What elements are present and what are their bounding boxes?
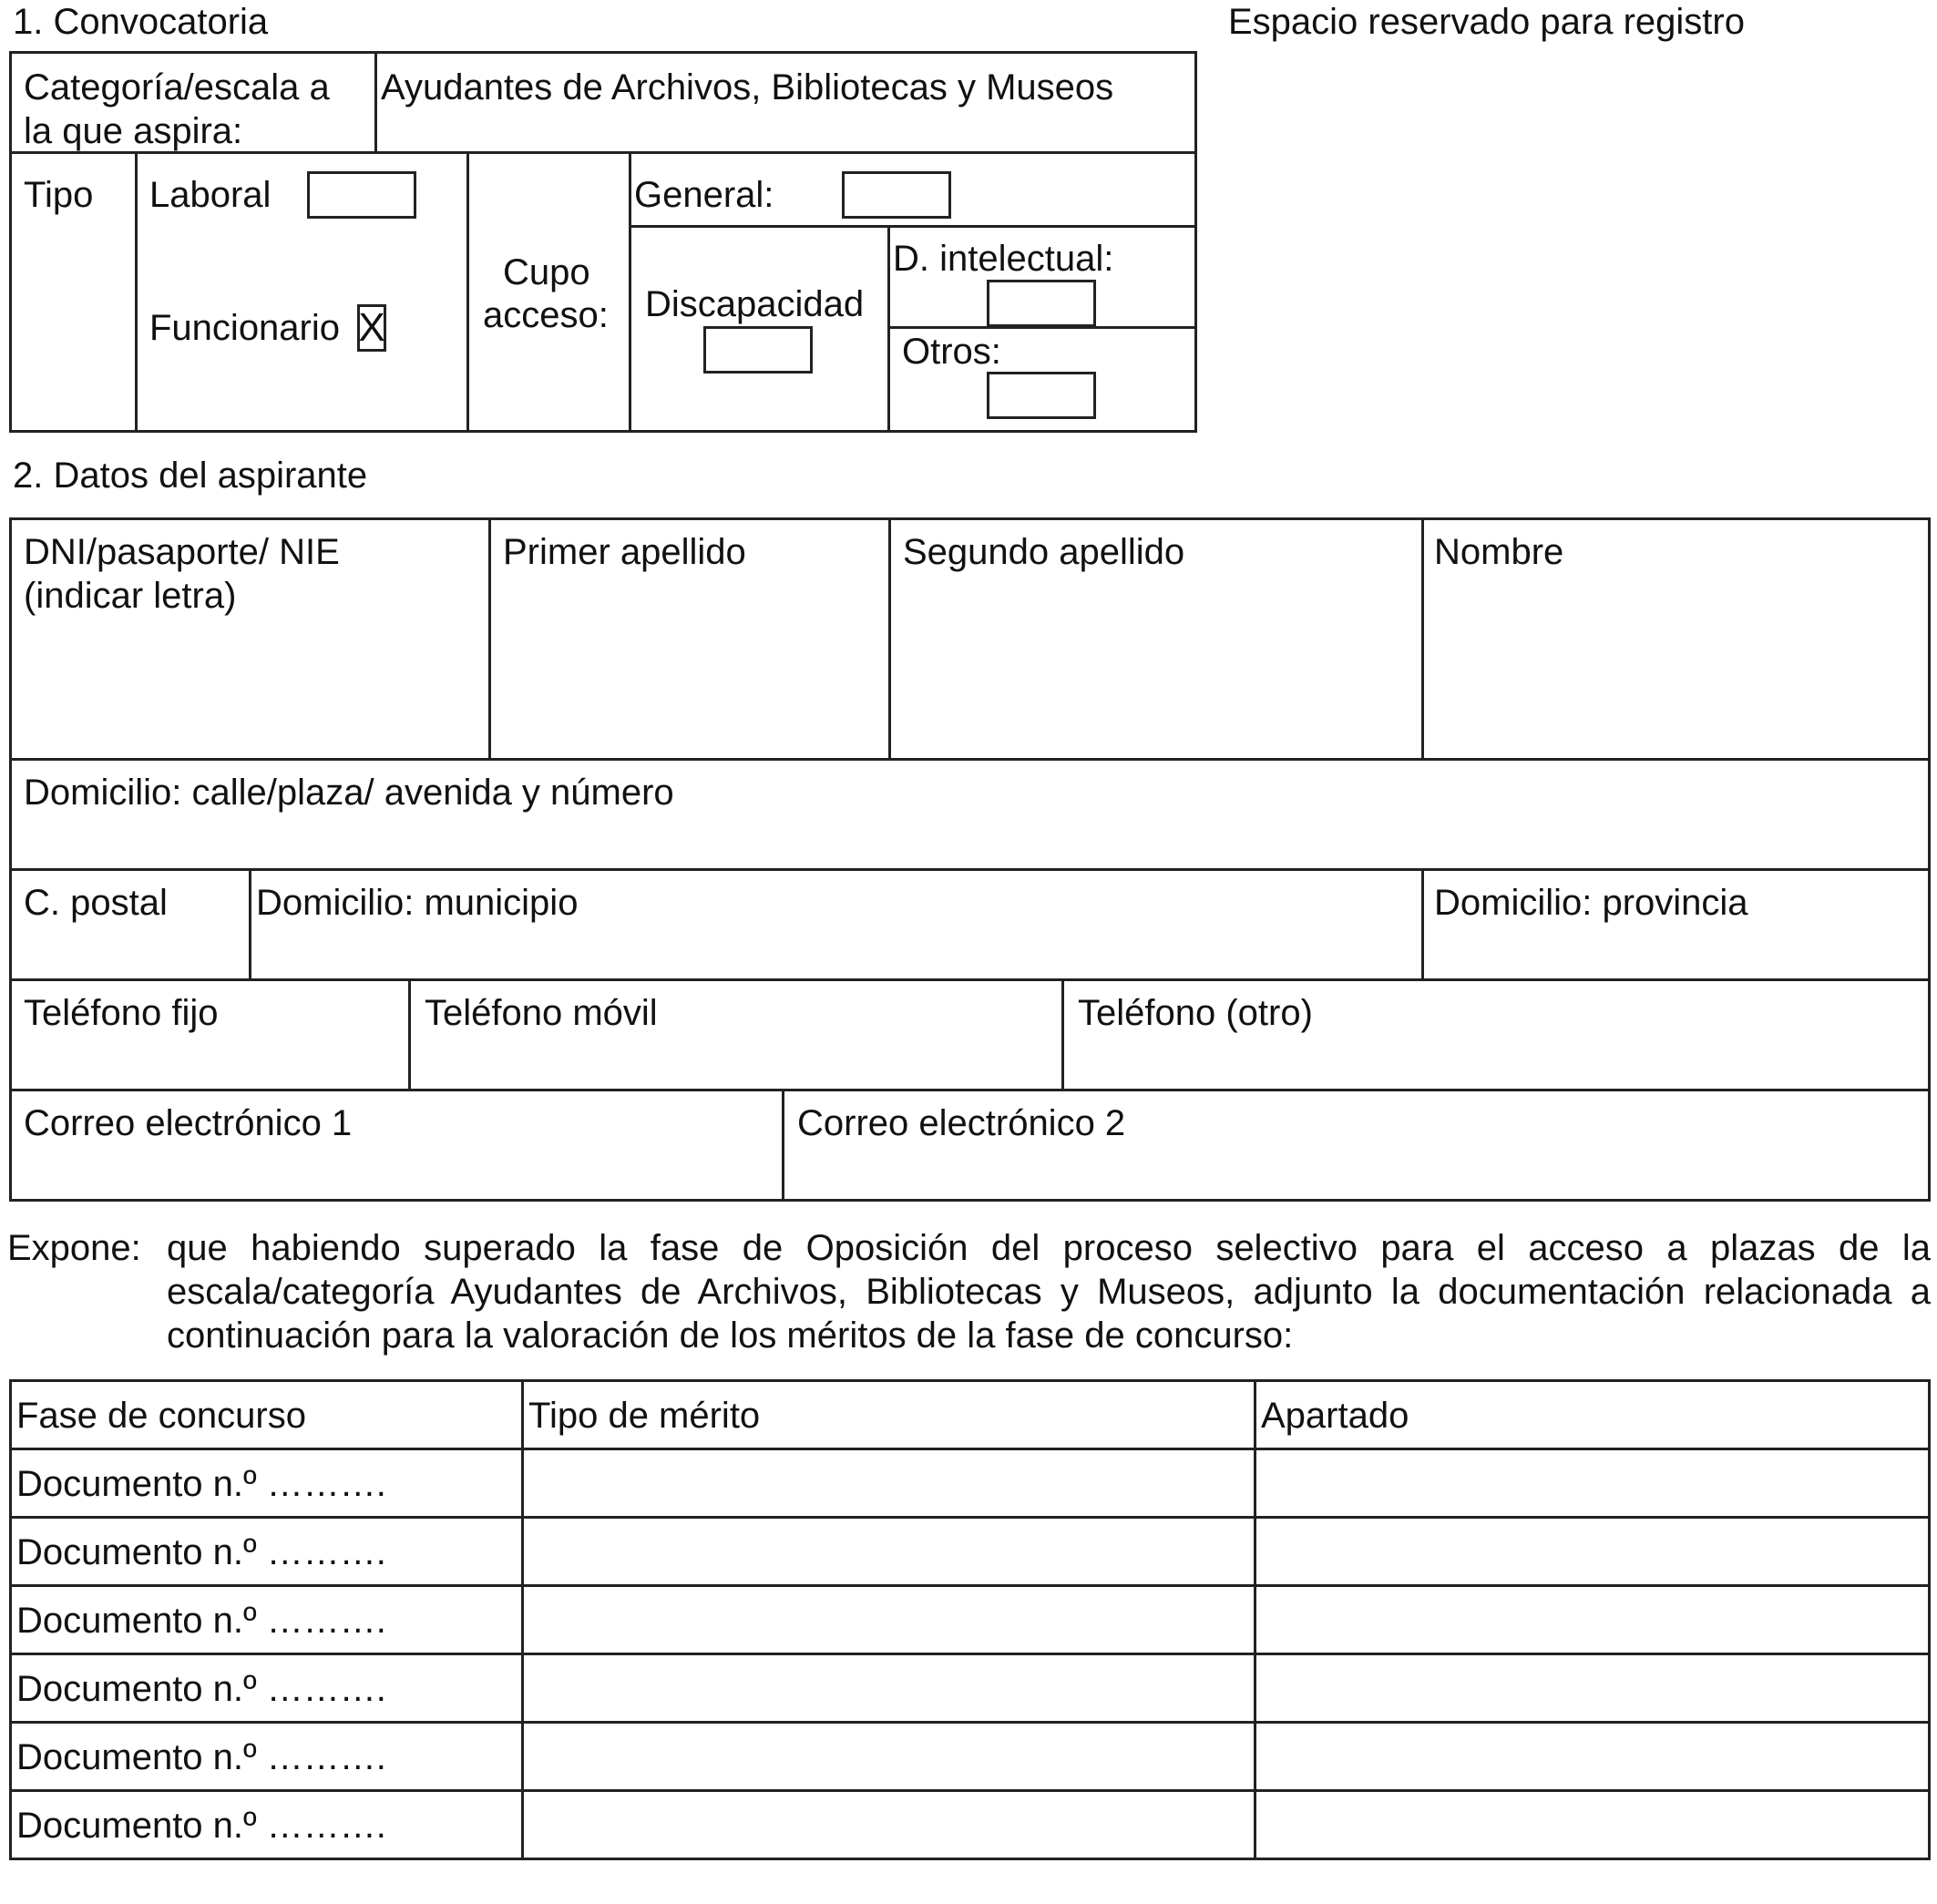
dni-label: DNI/pasaporte/ NIE (24, 532, 340, 572)
tel-otro-label: Teléfono (otro) (1078, 993, 1313, 1033)
otros-label: Otros: (902, 332, 1001, 372)
merits-tipo-cell[interactable] (525, 1793, 1250, 1855)
merits-doc-cell[interactable]: Documento n.º ………. (16, 1737, 386, 1777)
provincia-label: Domicilio: provincia (1434, 883, 1748, 923)
domicilio-calle-label: Domicilio: calle/plaza/ avenida y número (24, 773, 674, 813)
nombre-field[interactable] (1425, 576, 1924, 754)
correo2-label: Correo electrónico 2 (797, 1103, 1126, 1143)
section-2-title: 2. Datos del aspirante (13, 456, 368, 496)
intelectual-checkbox[interactable] (987, 280, 1096, 327)
laboral-checkbox[interactable] (307, 171, 416, 219)
merits-doc-cell[interactable]: Documento n.º ………. (16, 1532, 386, 1572)
merits-apartado-cell[interactable] (1257, 1451, 1924, 1513)
category-label-cont: la que aspira: (24, 111, 243, 151)
cupo-label-cont: acceso: (483, 295, 609, 335)
correo1-label: Correo electrónico 1 (24, 1103, 353, 1143)
laboral-label: Laboral (149, 175, 272, 215)
tel-fijo-label: Teléfono fijo (24, 993, 219, 1033)
dni-label-cont: (indicar letra) (24, 576, 237, 616)
merits-tipo-cell[interactable] (525, 1520, 1250, 1582)
cpostal-field[interactable] (13, 926, 245, 976)
funcionario-checkbox[interactable]: X (358, 305, 385, 350)
merits-tipo-cell[interactable] (525, 1656, 1250, 1718)
tel-fijo-field[interactable] (13, 1037, 405, 1086)
general-checkbox[interactable] (842, 171, 951, 219)
merits-apartado-cell[interactable] (1257, 1656, 1924, 1718)
domicilio-calle-field[interactable] (13, 816, 1924, 865)
tel-movil-field[interactable] (412, 1037, 1058, 1086)
merits-header-apartado: Apartado (1261, 1396, 1409, 1436)
provincia-field[interactable] (1425, 926, 1924, 976)
correo2-field[interactable] (785, 1147, 1924, 1196)
primer-apellido-label: Primer apellido (503, 532, 746, 572)
municipio-label: Domicilio: municipio (256, 883, 579, 923)
expone-label: Expone: (7, 1228, 141, 1268)
expone-line-1: que habiendo superado la fase de Oposición del proceso selectivo para el acceso a plazas de la (167, 1228, 1931, 1268)
segundo-apellido-label: Segundo apellido (903, 532, 1185, 572)
tipo-label: Tipo (24, 175, 94, 215)
merits-apartado-cell[interactable] (1257, 1520, 1924, 1582)
tel-movil-label: Teléfono móvil (425, 993, 658, 1033)
correo1-field[interactable] (13, 1147, 778, 1196)
merits-doc-cell[interactable]: Documento n.º ………. (16, 1464, 386, 1504)
merits-tipo-cell[interactable] (525, 1451, 1250, 1513)
expone-line-2: escala/categoría Ayudantes de Archivos, Bibliotecas y Museos, adjunto la documentación relacionada a (167, 1272, 1931, 1312)
general-label: General: (634, 175, 774, 215)
municipio-field[interactable] (252, 926, 1418, 976)
nombre-label: Nombre (1434, 532, 1564, 572)
cupo-label: Cupo (503, 252, 590, 292)
registry-space-note: Espacio reservado para registro (1228, 2, 1745, 42)
merits-doc-cell[interactable]: Documento n.º ………. (16, 1669, 386, 1709)
expone-line-3: continuación para la valoración de los méritos de la fase de concurso: (167, 1315, 1294, 1356)
funcionario-label: Funcionario (149, 308, 341, 348)
tel-otro-field[interactable] (1065, 1037, 1924, 1086)
intelectual-label: D. intelectual: (893, 239, 1114, 279)
merits-header-fase: Fase de concurso (16, 1396, 306, 1436)
merits-apartado-cell[interactable] (1257, 1793, 1924, 1855)
merits-tipo-cell[interactable] (525, 1588, 1250, 1650)
dni-field[interactable] (13, 619, 485, 754)
primer-apellido-field[interactable] (492, 576, 884, 754)
category-value[interactable]: Ayudantes de Archivos, Bibliotecas y Museos (381, 67, 1114, 107)
segundo-apellido-field[interactable] (892, 576, 1418, 754)
otros-checkbox[interactable] (987, 372, 1096, 419)
cpostal-label: C. postal (24, 883, 168, 923)
merits-apartado-cell[interactable] (1257, 1588, 1924, 1650)
merits-tipo-cell[interactable] (525, 1725, 1250, 1786)
merits-header-tipo: Tipo de mérito (528, 1396, 761, 1436)
discapacidad-checkbox[interactable] (703, 326, 813, 374)
section-1-title: 1. Convocatoria (13, 2, 269, 42)
merits-apartado-cell[interactable] (1257, 1725, 1924, 1786)
merits-doc-cell[interactable]: Documento n.º ………. (16, 1806, 386, 1846)
category-label: Categoría/escala a (24, 67, 330, 107)
merits-doc-cell[interactable]: Documento n.º ………. (16, 1601, 386, 1641)
discapacidad-label: Discapacidad (645, 284, 865, 324)
